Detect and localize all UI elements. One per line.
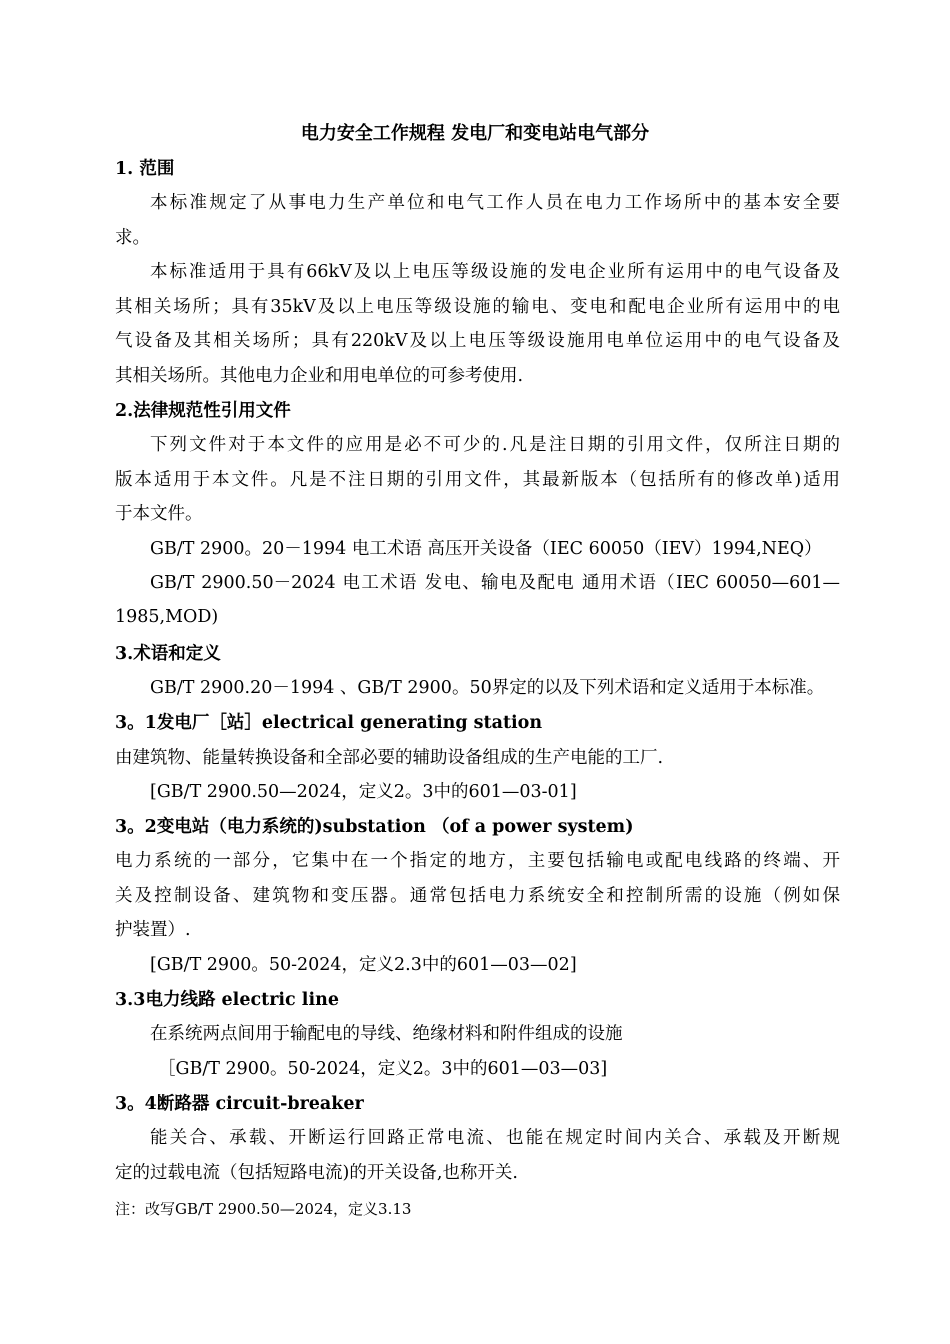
s2-p1-line-3: 于本文件。: [115, 504, 203, 524]
s2-reference-2-line-2: 1985,MOD): [115, 607, 219, 627]
s2-reference-1: GB/T 2900。20－1994 电工术语 高压开关设备（IEC 60050（IEV）1994,NEQ）: [150, 539, 822, 559]
s2-reference-2-line-1: GB/T 2900.50－2024 电工术语 发电、输电及配电 通用术语（IEC 60050—601—: [150, 573, 840, 593]
term-3-1-reference: [GB/T 2900.50—2024，定义2。3中的601—03-01]: [150, 782, 577, 802]
section-3-heading: 3.术语和定义: [115, 644, 221, 664]
term-3-3-heading: 3.3电力线路 electric line: [115, 990, 339, 1010]
term-3-2-heading: 3。2变电站（电力系统的)substation （of a power system): [115, 817, 634, 837]
s1-p2-line-1: 本标准适用于具有66kV及以上电压等级设施的发电企业所有运用中的电气设备及: [150, 262, 840, 282]
s2-p1-line-1: 下列文件对于本文件的应用是必不可少的.凡是注日期的引用文件，仅所注日期的: [150, 435, 840, 455]
term-3-1-definition: 由建筑物、能量转换设备和全部必要的辅助设备组成的生产电能的工厂.: [115, 748, 664, 768]
document-title: 电力安全工作规程 发电厂和变电站电气部分: [300, 123, 650, 144]
term-3-4-definition-line-1: 能关合、承载、开断运行回路正常电流、也能在规定时间内关合、承载及开断规: [150, 1128, 840, 1148]
term-3-4-heading: 3。4断路器 circuit-breaker: [115, 1094, 364, 1114]
term-3-2-reference: [GB/T 2900。50-2024，定义2.3中的601—03—02]: [150, 955, 577, 975]
s1-p1-line-1: 本标准规定了从事电力生产单位和电气工作人员在电力工作场所中的基本安全要: [150, 193, 840, 213]
s1-p2-line-4: 其相关场所。其他电力企业和用电单位的可参考使用.: [115, 366, 524, 386]
s1-p1-line-2: 求。: [115, 228, 150, 248]
s3-intro: GB/T 2900.20－1994 、GB/T 2900。50界定的以及下列术语和定义适用于本标准。: [150, 678, 825, 698]
section-2-heading: 2.法律规范性引用文件: [115, 401, 291, 421]
term-3-4-definition-line-2: 定的过载电流（包括短路电流)的开关设备,也称开关.: [115, 1163, 518, 1183]
term-3-2-definition-line-2: 关及控制设备、建筑物和变压器。通常包括电力系统安全和控制所需的设施（例如保: [115, 886, 840, 906]
s1-p2-line-2: 其相关场所；具有35kV及以上电压等级设施的输电、变电和配电企业所有运用中的电: [115, 297, 840, 317]
section-1-heading: 1. 范围: [115, 159, 175, 179]
s1-p2-line-3: 气设备及其相关场所；具有220kV及以上电压等级设施用电单位运用中的电气设备及: [115, 331, 840, 351]
term-3-3-definition: 在系统两点间用于输配电的导线、绝缘材料和附件组成的设施: [150, 1024, 623, 1044]
term-3-2-definition-line-3: 护装置）.: [115, 920, 191, 940]
term-3-4-note: 注：改写GB/T 2900.50—2024，定义3.13: [115, 1200, 412, 1218]
s2-p1-line-2: 版本适用于本文件。凡是不注日期的引用文件，其最新版本（包括所有的修改单)适用: [115, 470, 840, 490]
term-3-1-heading: 3。1发电厂［站］electrical generating station: [115, 713, 543, 733]
term-3-3-reference: ［GB/T 2900。50-2024，定义2。3中的601—03—03]: [158, 1059, 608, 1079]
term-3-2-definition-line-1: 电力系统的一部分，它集中在一个指定的地方，主要包括输电或配电线路的终端、开: [115, 851, 840, 871]
